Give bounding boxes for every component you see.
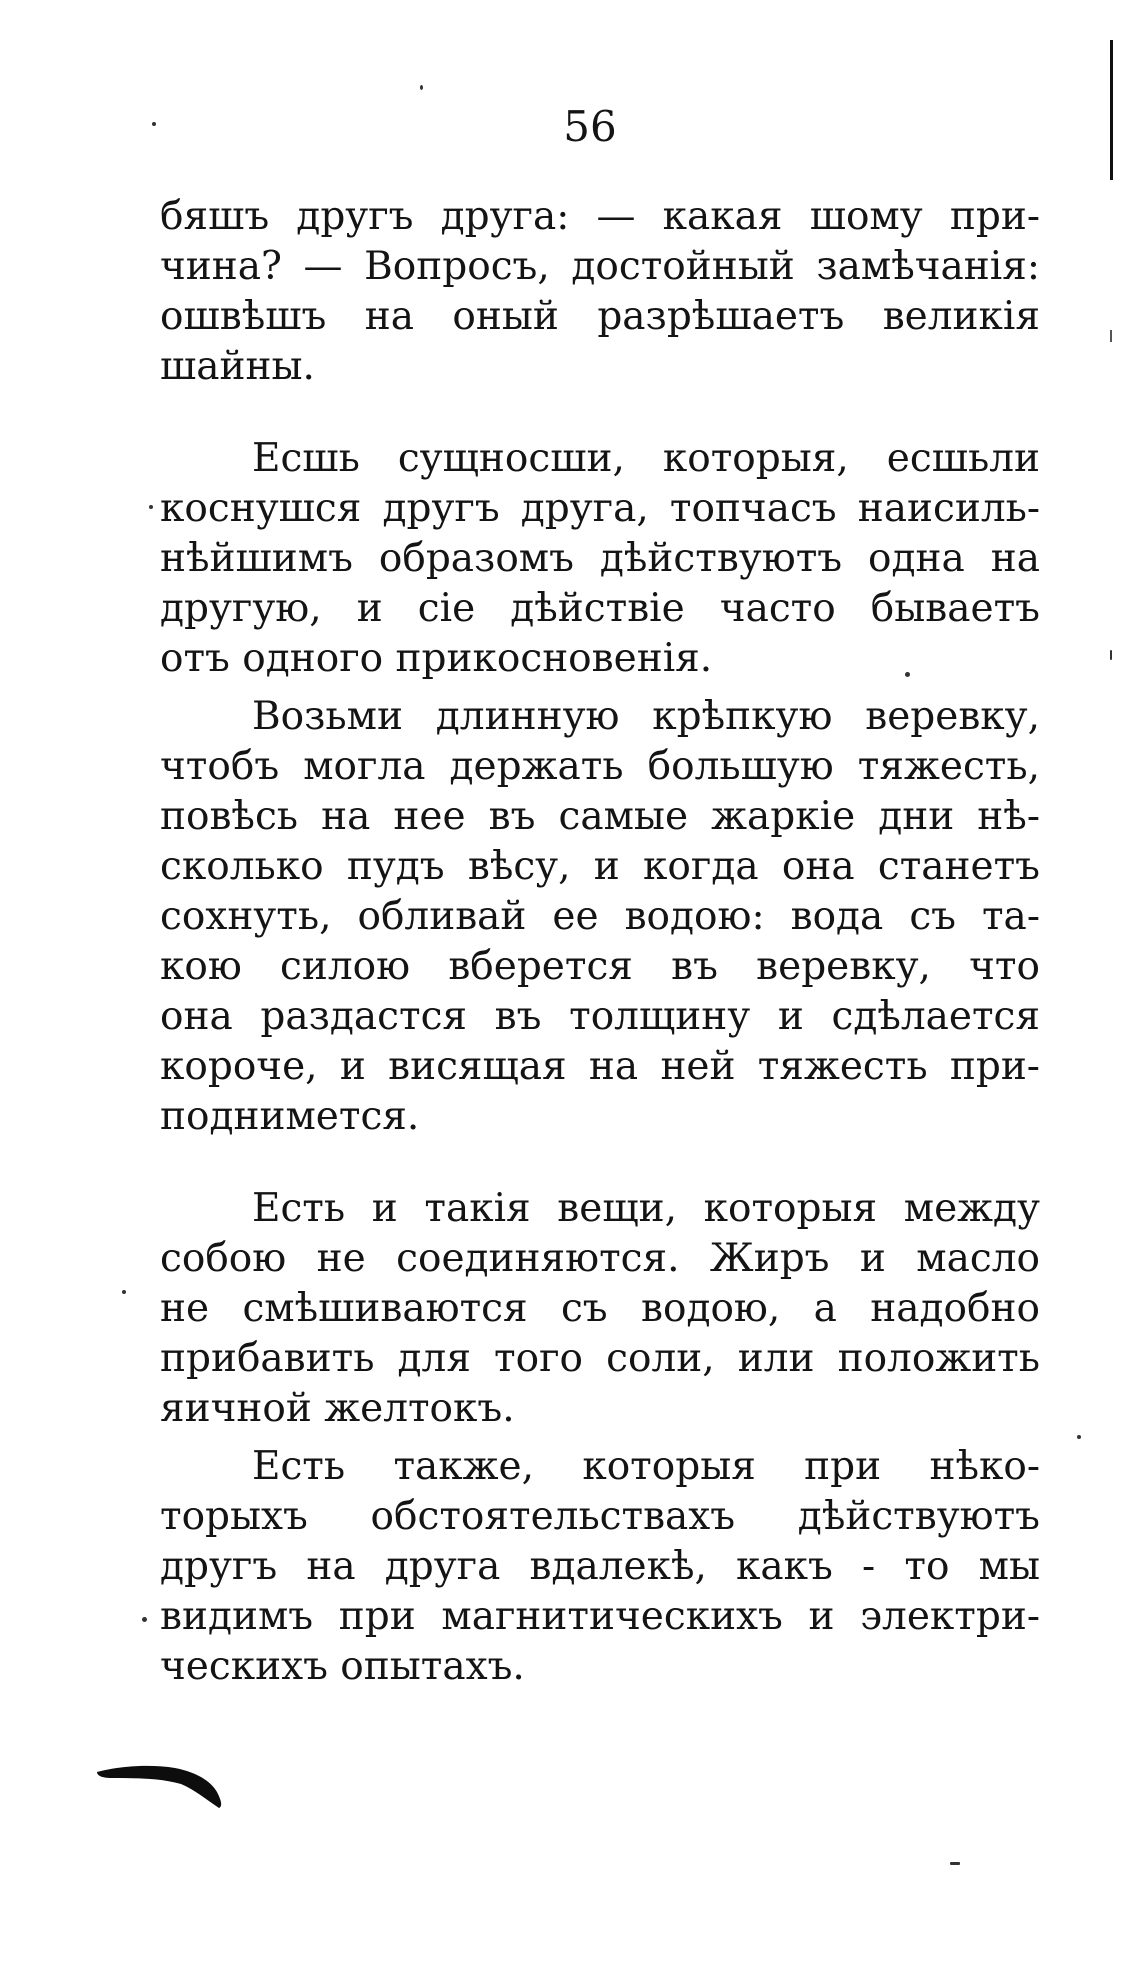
text-line: яичной желтокъ. [160, 1386, 515, 1431]
page-number: 56 [563, 102, 617, 151]
text-line: чина? — Вопросъ, достойный замѣчанія: [160, 244, 1040, 289]
paragraph-3 [160, 692, 1040, 1142]
paper-speck [1110, 650, 1112, 660]
text-line: прибавить для того соли, или положить [160, 1336, 1040, 1381]
paper-speck [1077, 1435, 1081, 1439]
text-line: нѣйшимъ образомъ дѣйствуютъ одна на [160, 536, 1040, 581]
text-line: ошвѣшъ на оный разрѣшаетъ великія [160, 294, 1040, 339]
text-line: видимъ при магнитическихъ и электри- [160, 1594, 1040, 1639]
text-line: Есть также, которыя при нѣко- [252, 1444, 1040, 1489]
text-line: Есшь сущносши, которыя, есшьли [252, 436, 1040, 481]
text-line: не смѣшиваются съ водою, а надобно [160, 1286, 1040, 1331]
text-line: другую, и сіе дѣйствіе часто бываетъ [160, 586, 1040, 631]
text-line: поднимется. [160, 1094, 420, 1139]
text-line: Есть и такія вещи, которыя между [252, 1186, 1040, 1231]
paragraph-2 [160, 434, 1040, 684]
text-line: другъ на друга вдалекѣ, какъ - то мы [160, 1544, 1040, 1589]
paper-speck [142, 1617, 147, 1622]
paragraph-gap [160, 1142, 1040, 1184]
text-line: сколько пудъ вѣсу, и когда она станетъ [160, 844, 1040, 889]
text-line: торыхъ обстоятельствахъ дѣйствуютъ [160, 1494, 1040, 1539]
paper-speck [152, 122, 156, 126]
text-line: шайны. [160, 344, 315, 389]
paragraph-gap [160, 392, 1040, 434]
text-line: коснушся другъ друга, топчасъ наисиль- [160, 486, 1040, 531]
body-text [160, 192, 1040, 1692]
paragraph-gap [160, 684, 1040, 692]
text-line: Возьми длинную крѣпкую веревку, [252, 694, 1040, 739]
page-edge-mark [1110, 330, 1112, 342]
paper-speck [420, 85, 423, 90]
paper-speck [950, 1862, 960, 1865]
paragraph-1 [160, 192, 1040, 392]
ink-smudge [95, 1750, 235, 1810]
text-line: она раздастся въ толщину и сдѣлается [160, 994, 1040, 1039]
text-line: короче, и висящая на ней тяжесть при- [160, 1044, 1040, 1089]
paper-speck [122, 1290, 126, 1294]
paper-speck [905, 672, 910, 677]
paragraph-5 [160, 1442, 1040, 1692]
text-line: бяшъ другъ друга: — какая шому при- [160, 194, 1040, 239]
text-line: собою не соединяются. Жиръ и масло [160, 1236, 1040, 1281]
paragraph-gap [160, 1434, 1040, 1442]
text-line: повѣсь на нее въ самые жаркіе дни нѣ- [160, 794, 1040, 839]
paragraph-4 [160, 1184, 1040, 1434]
text-line: кою силою вберется въ веревку, что [160, 944, 1040, 989]
text-line: ческихъ опытахъ. [160, 1644, 525, 1689]
page-edge-shadow [1110, 40, 1113, 180]
text-line: чтобъ могла держать большую тяжесть, [160, 744, 1040, 789]
paper-speck [149, 505, 153, 509]
text-line: сохнуть, обливай ее водою: вода съ та- [160, 894, 1040, 939]
text-line: отъ одного прикосновенія. [160, 636, 713, 681]
